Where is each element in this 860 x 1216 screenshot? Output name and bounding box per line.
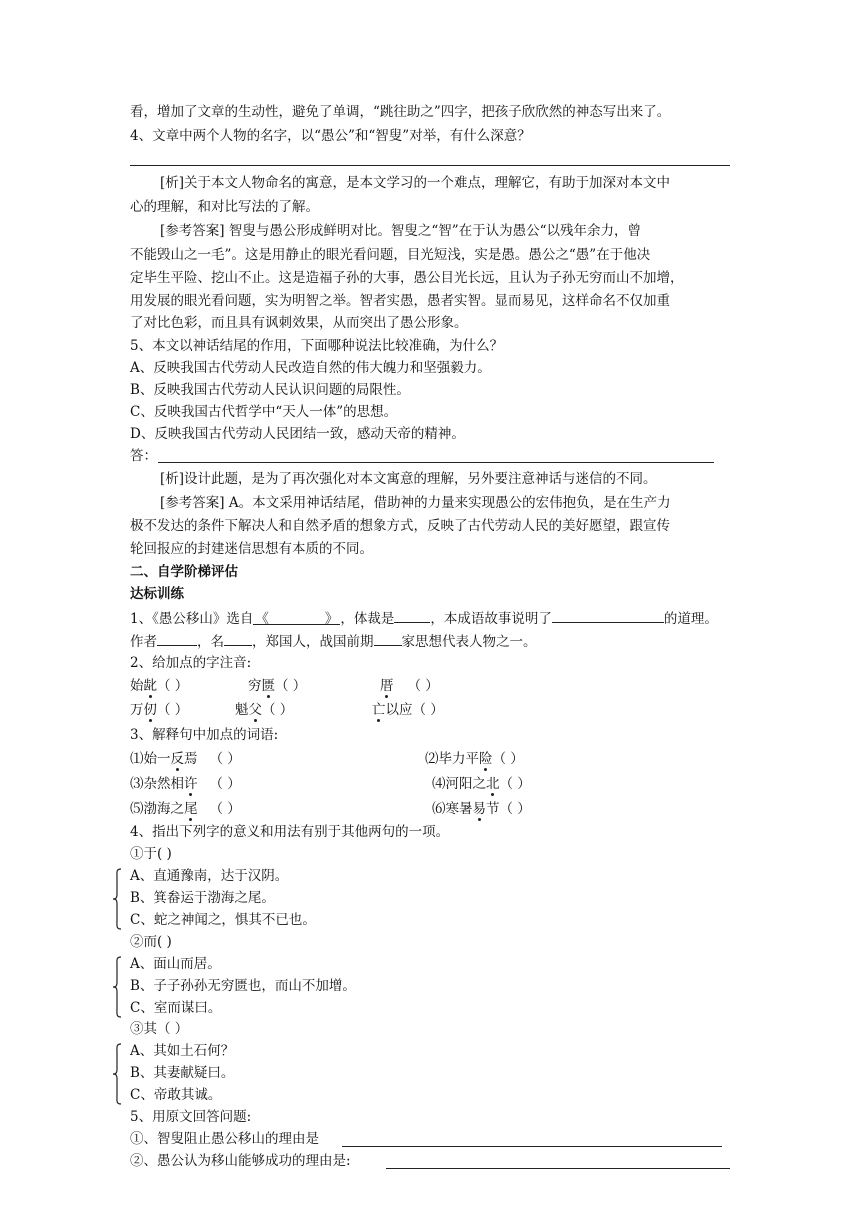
exercise-3-title: 3、解释句中加点的词语:	[130, 727, 279, 743]
reference-answer-line: 定毕生平险、挖山不止。这是造福子孙的大事，愚公目光长远，且认为子孙无穷而山不加增，	[130, 270, 684, 286]
paragraph-line: 看，增加了文章的生动性，避免了单调，“跳往助之”四字，把孩子欣欣然的神态写出来了。	[130, 104, 671, 120]
reference-answer-line: 极不发达的条件下解决人和自然矛盾的想象方式，反映了古代劳动人民的美好愿望，跟宣传	[130, 518, 670, 534]
option-b: B、反映我国古代劳动人民认识问题的局限性。	[130, 382, 410, 398]
exercise-4-title: 4、指出下列字的意义和用法有别于其他两句的一项。	[130, 824, 450, 840]
answer-blank[interactable]	[386, 1168, 730, 1169]
section-subtitle: 达标训练	[130, 586, 184, 602]
brace-icon	[112, 1043, 122, 1105]
group-1-label: ①于( )	[130, 846, 172, 862]
genre-blank[interactable]	[394, 607, 430, 623]
option-c: C、室而谋曰。	[130, 1000, 222, 1016]
exercise-5-title: 5、用原文回答问题:	[130, 1109, 252, 1125]
reference-answer-line: 了对比色彩，而且具有讽刺效果，从而突出了愚公形象。	[130, 315, 468, 331]
option-c: C、蛇之神闻之，惧其不已也。	[130, 912, 316, 928]
school-blank[interactable]	[374, 630, 402, 646]
reference-answer-line: 用发展的眼光看问题，实为明智之举。智者实愚，愚者实智。显而易见，这样命名不仅加重	[130, 293, 670, 309]
analysis-line: 心的理解，和对比写法的了解。	[130, 199, 319, 215]
section-title: 二、自学阶梯评估	[130, 564, 238, 580]
author-blank[interactable]	[157, 630, 197, 646]
exercise-2-title: 2、给加点的字注音:	[130, 655, 252, 671]
name-blank[interactable]	[224, 630, 252, 646]
reference-answer-line: 轮回报应的封建迷信思想有本质的不同。	[130, 541, 373, 557]
exercise-1-line-1: 1、《愚公移山》选自 《 》 ，体裁是 ，本成语故事说明了 的道理。	[130, 607, 718, 629]
answer-label: 答：	[130, 448, 157, 464]
option-a: A、其如土石何？	[130, 1043, 235, 1059]
question-line: ②、愚公认为移山能够成功的理由是:	[130, 1153, 351, 1169]
option-a: A、反映我国古代劳动人民改造自然的伟大魄力和坚强毅力。	[130, 360, 491, 376]
answer-line	[130, 165, 730, 166]
reference-answer-line: [参考答案] 智叟与愚公形成鲜明对比。智叟之“智”在于认为愚公“以残年余力，曾	[160, 223, 642, 239]
source-blank[interactable]: 《 》	[255, 611, 339, 627]
question-5: 5、本文以神话结尾的作用，下面哪种说法比较准确，为什么？	[130, 338, 504, 354]
analysis-line: [析]关于本文人物命名的寓意，是本文学习的一个难点，理解它，有助于加深对本文中	[160, 175, 671, 191]
answer-blank[interactable]	[158, 462, 714, 463]
option-a: A、面山而居。	[130, 956, 221, 972]
option-c: C、反映我国古代哲学中“天人一体”的思想。	[130, 404, 398, 420]
option-a: A、直通豫南，达于汉阴。	[130, 868, 289, 884]
analysis-line: [析]设计此题，是为了再次强化对本文寓意的理解，另外要注意神话与迷信的不同。	[160, 471, 657, 487]
brace-icon	[112, 956, 122, 1018]
reference-answer-line: [参考答案] A。本文采用神话结尾，借助神的力量来实现愚公的宏伟抱负，是在生产力	[160, 495, 671, 511]
answer-blank[interactable]	[342, 1146, 722, 1147]
moral-blank[interactable]	[552, 607, 664, 623]
option-b: B、其妻献疑曰。	[130, 1065, 235, 1081]
option-d: D、反映我国古代劳动人民团结一致，感动天帝的精神。	[130, 426, 465, 442]
reference-answer-line: 不能毁山之一毛”。这是用静止的眼光看问题，目光短浅，实是愚。愚公之“愚”在于他决	[130, 247, 651, 263]
group-2-label: ②而( )	[130, 934, 172, 950]
question-line: ①、智叟阻止愚公移山的理由是	[130, 1131, 319, 1147]
option-c: C、帝敢其诚。	[130, 1087, 222, 1103]
option-b: B、子子孙孙无穷匮也，而山不加增。	[130, 978, 356, 994]
group-3-label: ③其（ ）	[130, 1021, 189, 1037]
question-4: 4、文章中两个人物的名字，以“愚公”和“智叟”对举，有什么深意？	[130, 128, 531, 144]
option-b: B、箕畚运于渤海之尾。	[130, 890, 275, 906]
exercise-1-line-2: 作者 ，名 ，郑国人，战国前期 家思想代表人物之一。	[130, 630, 537, 652]
brace-icon	[112, 868, 122, 930]
